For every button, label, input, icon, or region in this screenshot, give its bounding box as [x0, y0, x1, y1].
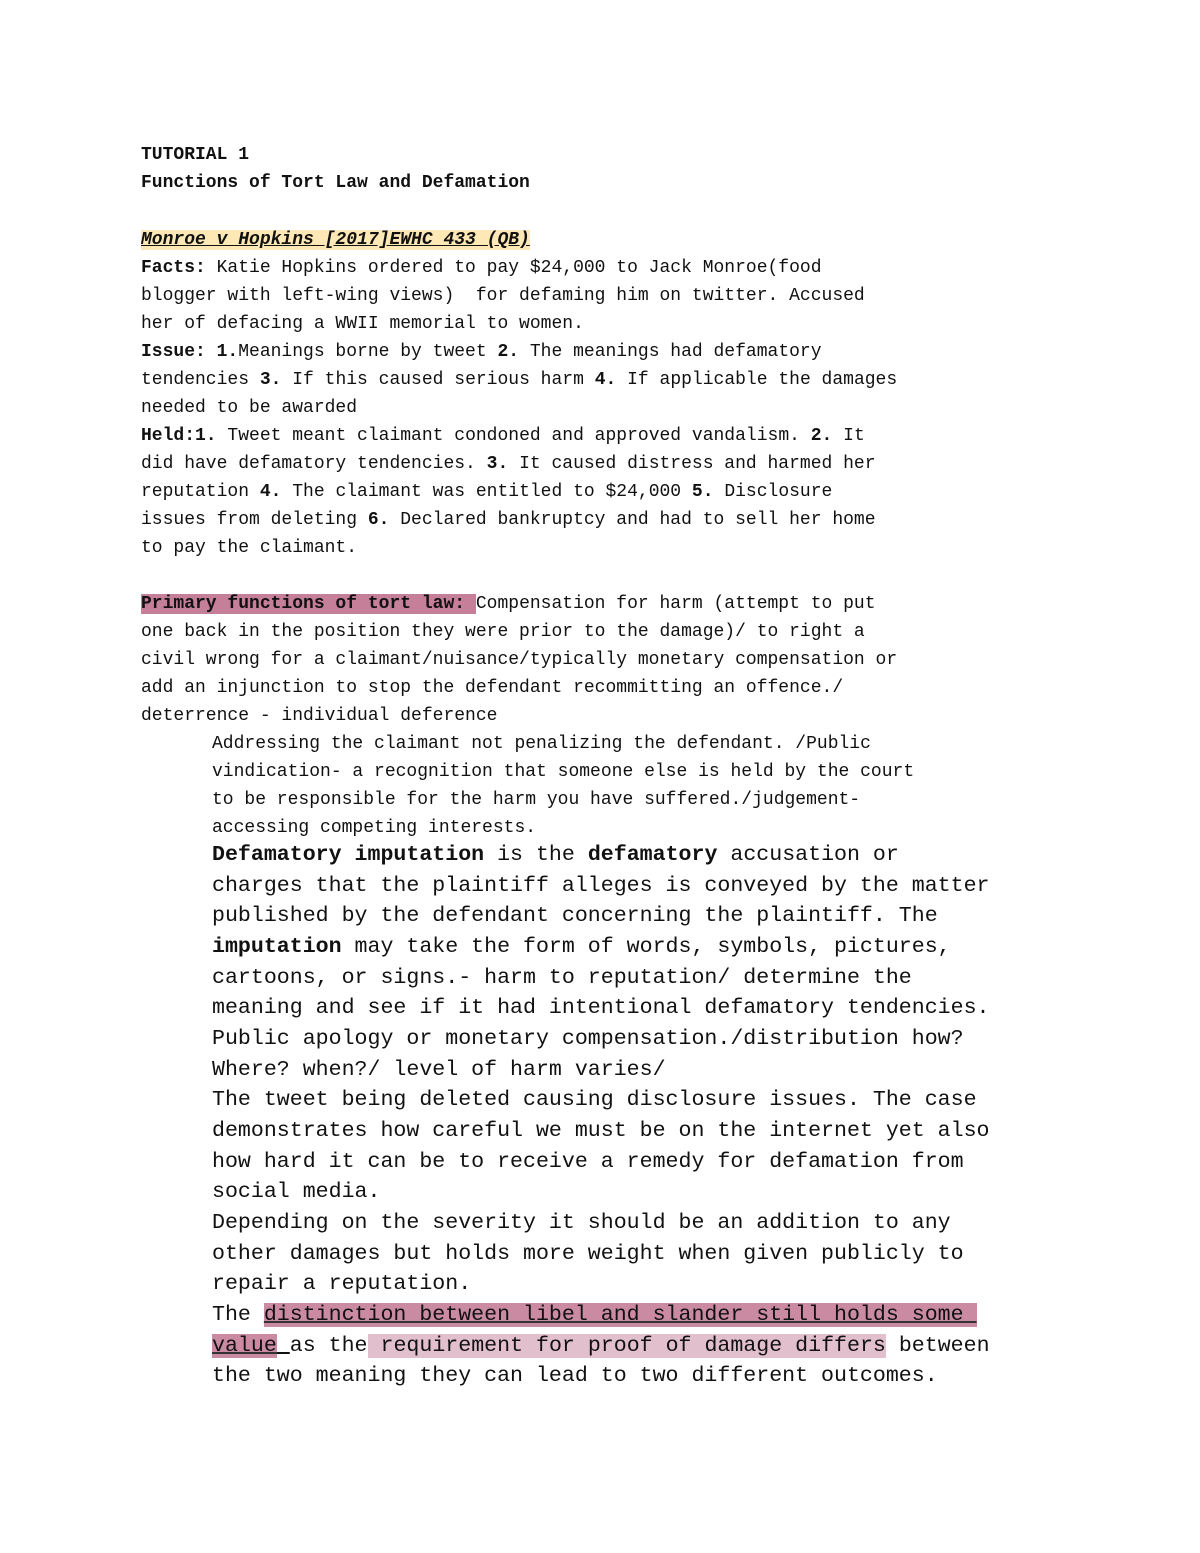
issue-line-3: needed to be awarded [141, 398, 358, 418]
defamatory-line-17 [212, 1331, 990, 1362]
facts-label: Facts: [141, 258, 206, 278]
issue-number: 1. [205, 342, 239, 362]
indented-line-1: Addressing the claimant not penalizing the defendant. /Public [212, 734, 871, 754]
held-text: issues from deleting [141, 510, 368, 530]
indented-line-2: vindication- a recognition that someone else is held by the court [212, 762, 915, 782]
held-number: 3. [486, 454, 509, 474]
held-line-2 [141, 450, 876, 478]
issue-line-2 [141, 366, 897, 394]
issue-text: Meanings borne by tweet [238, 342, 498, 362]
facts-line-2: blogger with left-wing views) for defaming him on twitter. Accused [141, 286, 865, 306]
facts-line-1 [141, 254, 822, 282]
held-number: 6. [367, 510, 390, 530]
indented-line-3: to be responsible for the harm you have suffered./judgement- [212, 790, 861, 810]
defamatory-text: between [885, 1334, 990, 1358]
held-text: It [832, 426, 865, 446]
primary-line-5: deterrence - individual deference [141, 706, 498, 726]
defamatory-line-2: charges that the plaintiff alleges is conveyed by the matter [212, 874, 990, 898]
issue-number: 3. [259, 370, 282, 390]
issue-text: tendencies [141, 370, 260, 390]
defamatory-line-12: social media. [212, 1180, 381, 1204]
defamatory-line-4 [212, 932, 951, 963]
issue-label: Issue: [141, 342, 206, 362]
defamatory-text: may take the form of words, symbols, pictures, [341, 935, 951, 959]
indented-line-4: accessing competing interests. [212, 818, 537, 838]
defamatory-text: accusation or [717, 843, 899, 867]
defamatory-line-9: The tweet being deleted causing disclosure issues. The case [212, 1088, 977, 1112]
case-title-line [141, 226, 530, 254]
tutorial-subtitle: Functions of Tort Law and Defamation [141, 173, 530, 193]
defamatory-line-11: how hard it can be to receive a remedy for defamation from [212, 1150, 964, 1174]
highlight-libel-slander: distinction between libel and slander still holds some [263, 1303, 977, 1327]
defamatory-line-6: meaning and see if it had intentional defamatory tendencies. [212, 996, 990, 1020]
held-line-1 [141, 422, 865, 450]
defamatory-line-14: other damages but holds more weight when given publicly to [212, 1242, 964, 1266]
held-text: did have defamatory tendencies. [141, 454, 487, 474]
primary-line-2: one back in the position they were prior to the damage)/ to right a [141, 622, 865, 642]
held-text: Disclosure [713, 482, 833, 502]
primary-line-4: add an injunction to stop the defendant recommitting an offence./ [141, 678, 844, 698]
imputation-term: imputation [212, 935, 342, 959]
defamatory-line-18: the two meaning they can lead to two different outcomes. [212, 1364, 938, 1388]
held-text: Tweet meant claimant condoned and approved vandalism. [216, 426, 811, 446]
facts-line-3: her of defacing a WWII memorial to women. [141, 314, 584, 334]
primary-text: Compensation for harm (attempt to put [475, 594, 876, 614]
case-title: Monroe v Hopkins [2017]EWHC 433 (QB) [141, 230, 530, 250]
defamatory-line-16 [212, 1300, 977, 1331]
held-text: It caused distress and harmed her [508, 454, 876, 474]
primary-line-1 [141, 590, 876, 618]
issue-line-1 [141, 338, 822, 366]
issue-text: If applicable the damages [616, 370, 898, 390]
defamatory-line-1 [212, 840, 899, 871]
issue-text: If this caused serious harm [281, 370, 595, 390]
held-line-4 [141, 506, 876, 534]
held-text: The claimant was entitled to $24,000 [281, 482, 692, 502]
held-number: 2. [810, 426, 833, 446]
primary-line-3: civil wrong for a claimant/nuisance/typically monetary compensation or [141, 650, 898, 670]
defamatory-text: The [212, 1303, 264, 1327]
held-text: Declared bankruptcy and had to sell her home [389, 510, 876, 530]
defamatory-line-3: published by the defendant concerning the plaintiff. The [212, 904, 938, 928]
defamatory-line-7: Public apology or monetary compensation./distribution how? [212, 1027, 964, 1051]
defamatory-line-15: repair a reputation. [212, 1272, 472, 1296]
held-line-5: to pay the claimant. [141, 538, 358, 558]
issue-text: The meanings had defamatory [519, 342, 822, 362]
defamatory-line-10: demonstrates how careful we must be on the internet yet also [212, 1119, 990, 1143]
defamatory-term: defamatory [587, 843, 718, 867]
issue-number: 2. [497, 342, 520, 362]
held-number: 5. [691, 482, 714, 502]
primary-functions-label: Primary functions of tort law: [141, 594, 476, 614]
facts-text-1: Katie Hopkins ordered to pay $24,000 to Jack Monroe(food [205, 258, 822, 278]
highlight-value: value [212, 1334, 277, 1358]
highlight-proof-of-damage: requirement for proof of damage differs [367, 1334, 886, 1358]
held-line-3 [141, 478, 832, 506]
held-label: Held:1. [141, 426, 217, 446]
held-text: reputation [141, 482, 260, 502]
defamatory-text: as the [289, 1334, 368, 1358]
defamatory-text: is the [484, 843, 588, 867]
defamatory-line-5: cartoons, or signs.- harm to reputation/ determine the [212, 966, 912, 990]
defamatory-imputation-term: Defamatory imputation [212, 843, 485, 867]
defamatory-line-13: Depending on the severity it should be an addition to any [212, 1211, 951, 1235]
defamatory-line-8: Where? when?/ level of harm varies/ [212, 1058, 666, 1082]
underline-space [277, 1334, 290, 1358]
issue-number: 4. [594, 370, 617, 390]
tutorial-heading: TUTORIAL 1 [141, 145, 250, 165]
held-number: 4. [259, 482, 282, 502]
